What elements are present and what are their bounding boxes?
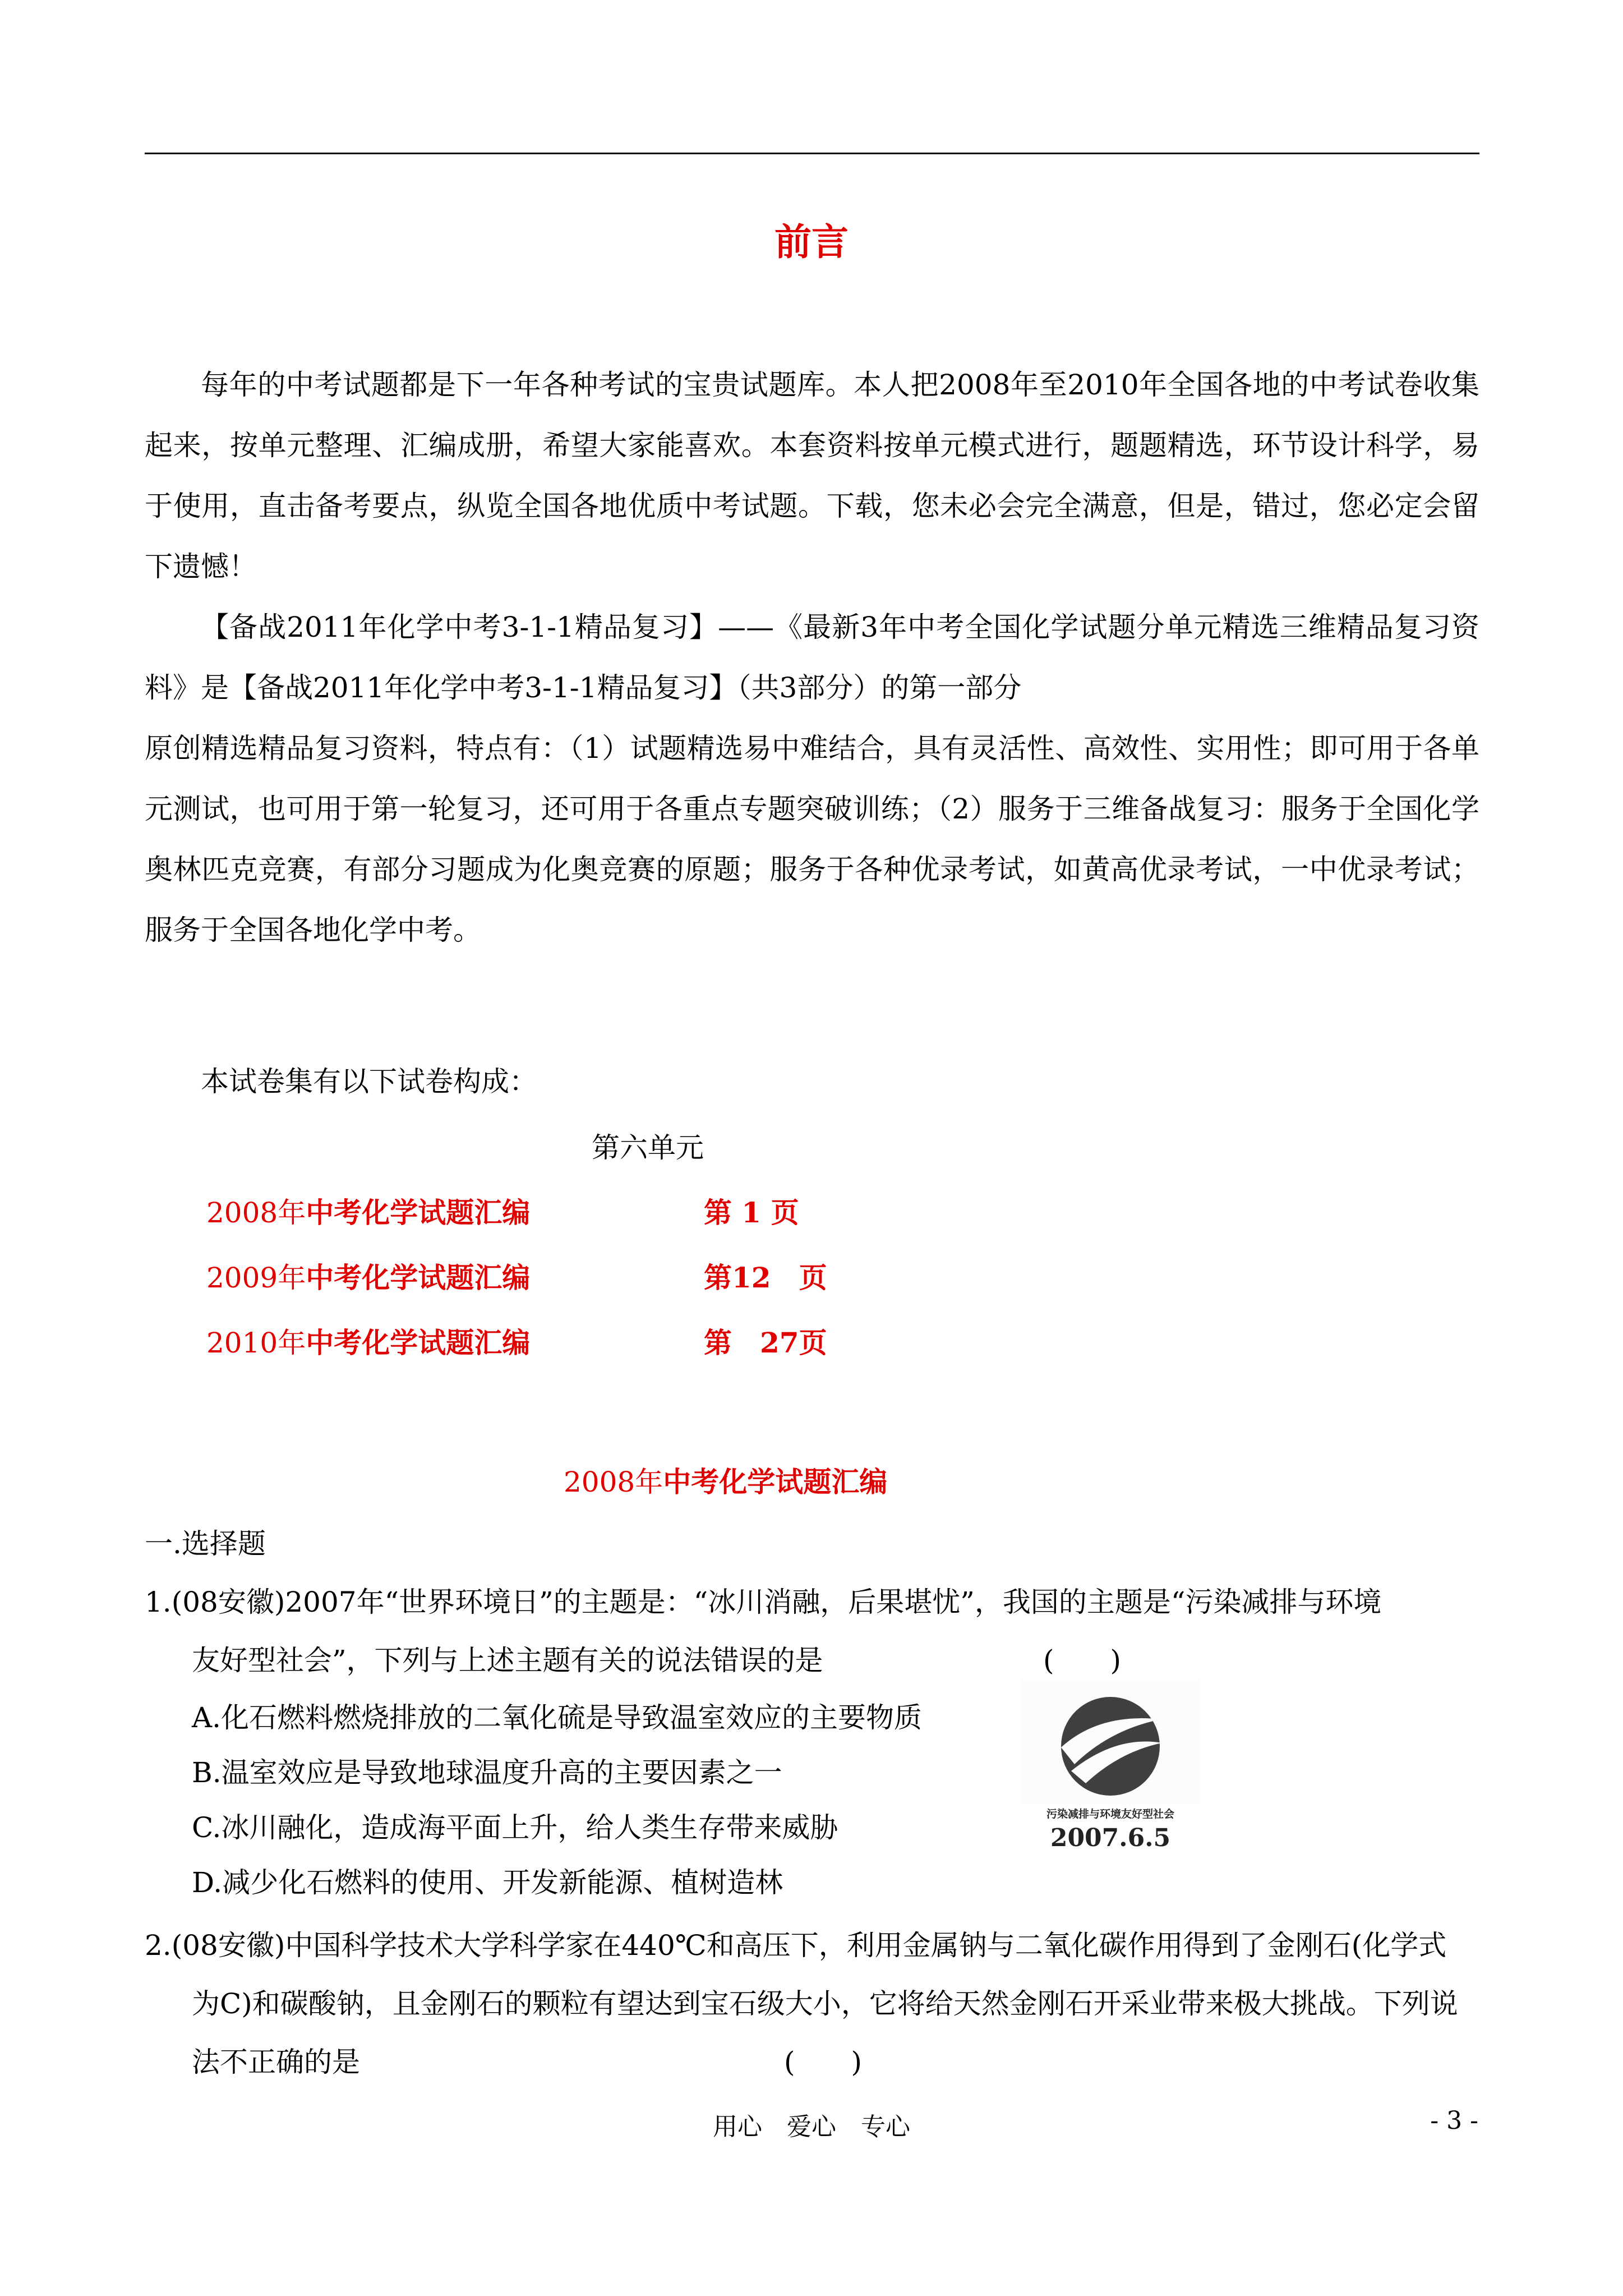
toc-row-2010 (206, 1313, 530, 1373)
toc-row-2009 (206, 1248, 530, 1308)
toc-intro: 本试卷集有以下试卷构成： (201, 1065, 537, 1098)
page-number: - 3 - (1430, 2106, 1478, 2135)
intro-paragraph-3: 原创精选精品复习资料，特点有：（1）试题精选易中难结合，具有灵活性、高效性、实用性；即可用于各单元测试，也可用于第一轮复习，还可用于各重点专题突破训练；（2）服务于三维备战复习：服务于全国化学奥林匹克竞赛，有部分习题成为化奥竞赛的原题；服务于各种优录考试，如黄高优录考试，一中优录考试；服务于全国各地化学中考。 (145, 732, 1479, 946)
q1-answer-paren: ( ) (1043, 1644, 1122, 1677)
toc-year: 2008年 (206, 1197, 306, 1229)
logo-date: 2007.6.5 (1050, 1824, 1171, 1852)
toc-row-2008 (206, 1182, 530, 1243)
footer-motto: 用心 爱心 专心 (713, 2113, 910, 2141)
section-heading-year: 2008年 (564, 1466, 663, 1498)
toc-name: 中考化学试题汇编 (306, 1196, 531, 1229)
toc-page-2009: 第12 页 (704, 1261, 827, 1294)
q1-option-c: C.冰川融化，造成海平面上升，给人类生存带来威胁 (192, 1811, 838, 1844)
page-title: 前言 (774, 220, 849, 264)
toc-name: 中考化学试题汇编 (306, 1261, 531, 1294)
q2-answer-paren: ( ) (784, 2046, 863, 2078)
toc-year: 2009年 (206, 1262, 306, 1294)
q1-option-a: A.化石燃料燃烧排放的二氧化硫是导致温室效应的主要物质 (192, 1701, 923, 1734)
question-type: 一.选择题 (145, 1527, 266, 1560)
intro-paragraph-2: 【备战2011年化学中考3-1-1精品复习】——《最新3年中考全国化学试题分单元精选三维精品复习资料》是【备战2011年化学中考3-1-1精品复习】（共3部分）的第一部分 (145, 611, 1479, 704)
environment-day-logo (1021, 1680, 1200, 1860)
toc-unit: 第六单元 (592, 1131, 704, 1164)
q1-line-2: 友好型社会”，下列与上述主题有关的说法错误的是 (192, 1644, 823, 1677)
q1-option-b: B.温室效应是导致地球温度升高的主要因素之一 (192, 1756, 782, 1789)
logo-texture (1021, 1680, 1200, 1803)
q2-line-3: 法不正确的是 (192, 2046, 360, 2078)
q2-line-1: 2.(08安徽)中国科学技术大学科学家在440℃和高压下，利用金属钠与二氧化碳作用得到了金刚石(化学式 (145, 1929, 1447, 1962)
logo-caption: 污染减排与环境友好型社会 (1046, 1808, 1175, 1820)
q2-line-2: 为C)和碳酸钠，且金刚石的颗粒有望达到宝石级大小，它将给天然金刚石开采业带来极大挑战。下列说 (192, 1987, 1458, 2020)
q1-option-d: D.减少化石燃料的使用、开发新能源、植树造林 (192, 1866, 783, 1899)
intro-paragraph-1: 每年的中考试题都是下一年各种考试的宝贵试题库。本人把2008年至2010年全国各地的中考试卷收集起来，按单元整理、汇编成册，希望大家能喜欢。本套资料按单元模式进行，题题精选，环节设计科学，易于使用，直击备考要点，纵览全国各地优质中考试题。下载，您未必会完全满意，但是，错过，您必定会留下遗憾！ (145, 369, 1479, 583)
section-heading (564, 1452, 887, 1512)
toc-year: 2010年 (206, 1327, 306, 1359)
section-heading-name: 中考化学试题汇编 (663, 1465, 888, 1498)
toc-page-2008: 第 1 页 (704, 1196, 799, 1229)
header-rule (145, 153, 1479, 154)
toc-name: 中考化学试题汇编 (306, 1326, 531, 1359)
toc-page-2010: 第 27页 (704, 1326, 827, 1359)
q1-line-1: 1.(08安徽)2007年“世界环境日”的主题是：“冰川消融，后果堪忧”，我国的主题是“污染减排与环境 (145, 1586, 1382, 1618)
